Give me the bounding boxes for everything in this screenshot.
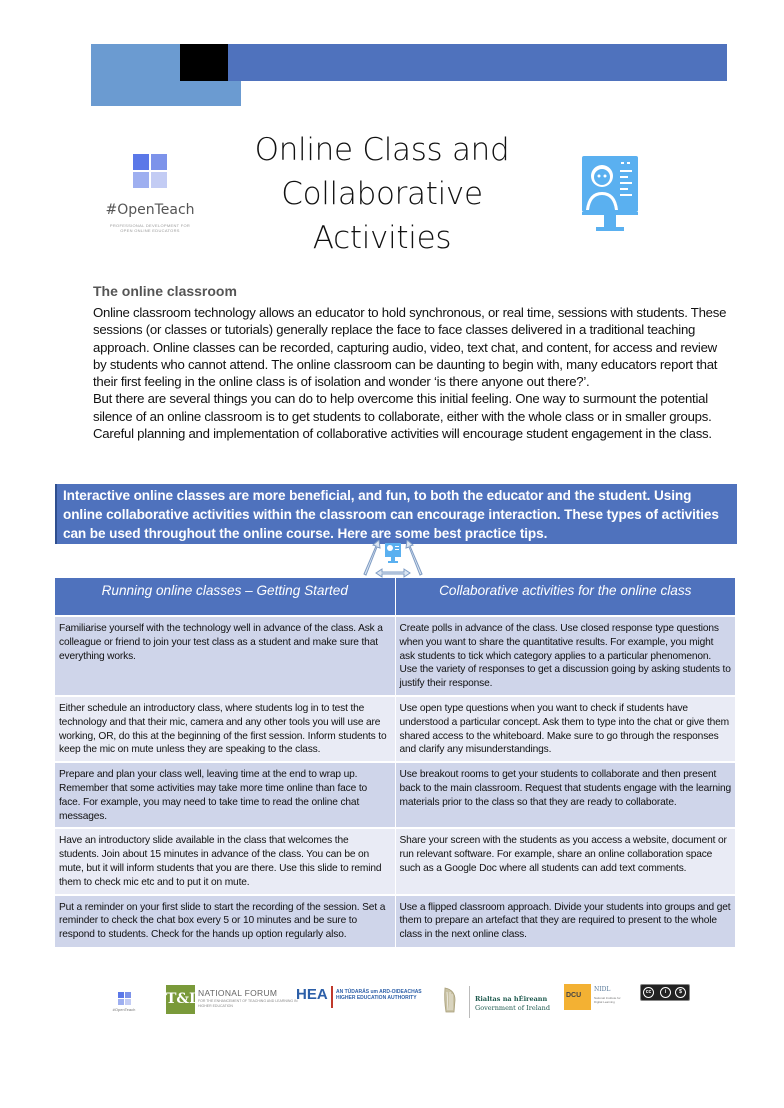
table-cell-right: Use a flipped classroom approach. Divide your students into groups and get them to prepare an artefact that they are required to present to the whole class in the next online class. — [395, 895, 735, 947]
national-forum-logo: T&L NATIONAL FORUM FOR THE ENHANCEMENT OF TEACHING AND LEARNING IN HIGHER EDUCATION — [166, 985, 306, 1015]
tl-mark: T&L — [166, 985, 195, 1014]
collaboration-diagram-icon — [358, 540, 428, 580]
footer-partner-logos — [0, 980, 784, 1030]
table-header-row — [55, 578, 735, 616]
table-cell-right: Share your screen with the students as you access a website, document or run relevant software. For example, share an online collaboration space such as a Google Doc where all students can add text comments. — [395, 828, 735, 894]
page-title-line-1: Online Class and — [254, 132, 510, 168]
tips-table — [55, 578, 735, 947]
footer-openteach-logo: #OpenTeach — [112, 990, 136, 1020]
harp-icon — [442, 986, 458, 1014]
table-cell-right: Use breakout rooms to get your students to collaborate and then present back to the main classroom. Request that students engage with the learning materials prior to the class so that they are ready to collaborate. — [395, 762, 735, 828]
page-title-line-3: Activities — [312, 220, 452, 256]
table-cell-right: Create polls in advance of the class. Use closed response type questions when you want to share the quantitative results. For example, you might ask students to tick which category applies to a particular phenomenon. Use the variety of responses to get a discussion going by asking students to justify their response. — [395, 616, 735, 696]
table-row — [55, 762, 735, 828]
dcu-nidl-logo: DCU NIDL National Institute for Digital Learning — [564, 984, 628, 1010]
table-cell-right: Use open type questions when you want to check if students have understood a particular concept. Ask them to type into the chat or give them shared access to the whiteboard. Make sure to go through the responses and clarify any misunderstandings. — [395, 696, 735, 762]
table-cell-left: Prepare and plan your class well, leaving time at the end to wrap up. Remember that some activities may take more time online than face to face. For example, you may need to take time to read the online chat messages. — [55, 762, 395, 828]
page-title — [230, 128, 534, 260]
table-row — [55, 696, 735, 762]
intro-body — [93, 304, 733, 442]
callout-box: Interactive online classes are more beneficial, and fun, to both the educator and the student. Using online collaborative activities within the classroom can encourage interaction. These types of activities can be used throughout the online course. Here are some best practice tips. — [55, 484, 737, 544]
table-cell-left: Have an introductory slide available in the class that welcomes the students. Join about 15 minutes in advance of the class. You can be on mute, but it will inform students that you are there. Use this slide to remind them to check mic etc and to put it on mute. — [55, 828, 395, 894]
creative-commons-badge-icon: cc i $ — [640, 984, 690, 1001]
page-title-line-2: Collaborative — [281, 176, 483, 212]
openteach-logo — [100, 140, 200, 250]
table-header-collaborative-activities: Collaborative activities for the online class — [395, 578, 735, 616]
openteach-logo-name: #OpenTeach — [105, 202, 195, 218]
openteach-grid-icon — [133, 154, 167, 188]
header-decoration-black — [180, 44, 228, 81]
table-cell-left: Familiarise yourself with the technology well in advance of the class. Ask a colleague or friend to join your test class as a student and make sure that everything works. — [55, 616, 395, 696]
table-cell-left: Either schedule an introductory class, where students log in to test the technology and that their mic, camera and any other tools you will use are working, OR, do this at the beginning of the first session. Inform students to keep the mic on mute unless they are speaking to the class. — [55, 696, 395, 762]
table-row — [55, 895, 735, 947]
online-teacher-icon — [580, 152, 640, 238]
table-header-getting-started: Running online classes – Getting Started — [55, 578, 395, 616]
intro-paragraph-1: Online classroom technology allows an educator to hold synchronous, or real time, sessions with students. These sessions (or classes or tutorials) generally replace the face to face classes delivered in a traditional teaching approach. Online classes can be recorded, capturing audio, video, text chat, and content, for access and review by students who cannot attend. The online classroom can be daunting to begin with, many educators report that their first feeling in the online class is of isolation and wonder ‘is there anyone out there?’. — [93, 305, 727, 390]
table-row — [55, 828, 735, 894]
header-decoration-bar — [228, 44, 727, 81]
openteach-logo-tagline: PROFESSIONAL DEVELOPMENT FOR OPEN ONLINE EDUCATORS — [109, 223, 191, 233]
table-row — [55, 616, 735, 696]
hea-logo: HEA AN TÚDARÁS um ARD-OIDEACHAS HIGHER EDUCATION AUTHORITY — [296, 986, 426, 1012]
government-of-ireland-logo: Rialtas na hÉireann Government of Ireland — [442, 984, 552, 1024]
section-heading: The online classroom — [93, 283, 237, 299]
intro-paragraph-2: But there are several things you can do to help overcome this initial feeling. One way to surmount the potential silence of an online classroom is to get students to collaborate, either with the whole class or in smaller groups. Careful planning and implementation of collaborative activities will encourage student engagement in the class. — [93, 391, 712, 442]
table-cell-left: Put a reminder on your first slide to start the recording of the session. Set a reminder to check the chat box every 5 or 10 minutes and be sure to respond to students. Check for the hands up option regularly also. — [55, 895, 395, 947]
